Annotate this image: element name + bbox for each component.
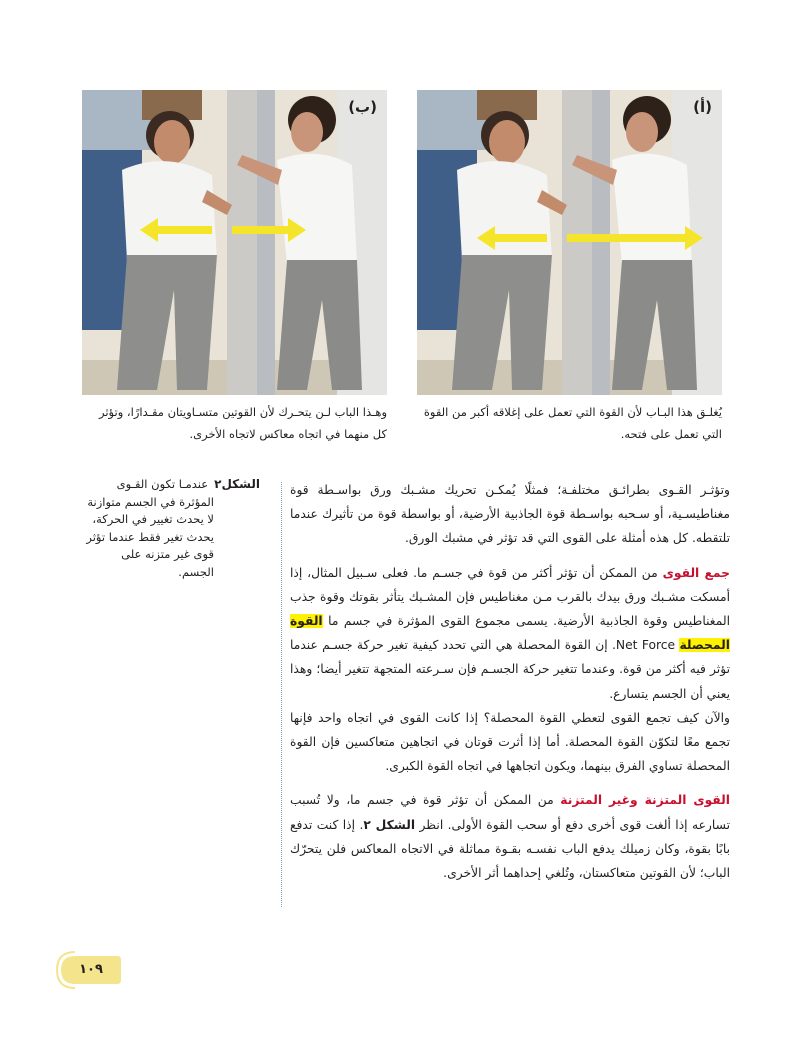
figure-side-note bbox=[82, 476, 260, 581]
caption-a: يُغلـق هذا البـاب لأن القوة التي تعمل على إغلاقه أكبر من القوة التي تعمل على فتحه. bbox=[423, 405, 722, 441]
heading-combining: جمع القوى bbox=[662, 565, 730, 580]
paragraph-combining bbox=[290, 561, 730, 706]
figure-reference: الشكل ٢ bbox=[363, 817, 416, 832]
caption-b: وهـذا الباب لـن يتحـرك لأن القوتين متسـاويتان مقـدارًا، وتؤثر كل منهما في اتجاه معاكس لاتجاه الأخرى. bbox=[99, 405, 387, 441]
paragraph-balanced bbox=[290, 788, 730, 885]
side-note-label: الشكل٢ bbox=[214, 477, 260, 491]
page-number-tab bbox=[55, 950, 123, 990]
combining-text-1: من الممكن أن تؤثر أكثر من قوة في جسـم ما. فعلى سـبيل المثال، إذا أمسكت مشـبك ورق بيدك بالقرب مـن مغناطيس فإن المشـبك يتأثر بقوتك وقوة جذب المغناطيس وقوة الجاذبية الأرضية. يسمى مجموع القوى المؤثرة في جسم ما bbox=[290, 565, 730, 629]
paragraph-how-combine: والآن كيف تجمع القوى لتعطي القوة المحصلة؟ إذا كانت القوى في اتجاه واحد فإنها تجمع معًا لتكوّن القوة المحصلة. أما إذا أثرت قوتان في اتجاهين متعاكسين فإن القوة المحصلة تساوي الفرق بينهما، ويكون اتجاهها في اتجاه القوة الكبرى. bbox=[290, 710, 730, 774]
column-divider bbox=[281, 482, 282, 907]
photo-b bbox=[82, 90, 387, 395]
page-number: ١٠٩ bbox=[79, 962, 103, 977]
unbalanced-forces-photo bbox=[417, 90, 722, 395]
side-note-text: عندمـا تكون القـوى المؤثرة في الجسم متوازنة لا يحدث تغيير في الحركة، يحدث تغير فقط عندما تؤثر قوى غير متزنه على الجسم. bbox=[86, 477, 214, 579]
paragraph-intro: وتؤثـر القـوى بطرائـق مختلفـة؛ فمثلًا يُمكـن تحريك مشـبك ورق بواسـطة قوة مغناطيسـية، أو سـحبه بواسـطة قوة الجاذبية الأرضية، أو بواسطة قوة من تأثيرك عندما تلتقطه. كل هذه أمثلة على القوى التي قد تؤثر في مشبك الورق. bbox=[290, 483, 730, 546]
balanced-text-1: من الممكن أن تؤثر قوة في جسم ما، ولا تُسبب تسارعه إذا ألغت قوى أخرى دفع أو سحب القوة الأولى. انظر bbox=[290, 793, 730, 832]
heading-balanced: القوى المتزنة وغير المتزنة bbox=[560, 793, 730, 808]
photo-label-a: (أ) bbox=[693, 98, 712, 116]
term-net-force-en: Net Force bbox=[615, 638, 680, 653]
photo-label-b: (ب) bbox=[348, 98, 377, 116]
balanced-text-2: . إذا كنت تدفع بابًا بقوة، وكان زميلك يدفع الباب نفسـه بقـوة مماثلة في الاتجاه المعاكس فلن يتحرّك الباب؛ لأن القوتين متعاكستان، وتُلغي إحداهما أثر الأخرى. bbox=[290, 817, 730, 881]
main-text bbox=[290, 478, 730, 885]
equal-forces-photo bbox=[82, 90, 387, 395]
term-net-force: القوة المحصلة bbox=[290, 614, 730, 653]
photo-a bbox=[417, 90, 722, 395]
combining-text-2: . إن القوة المحصلة هي التي تحدد كيفية تغير حركة جسـم عندما تؤثر فيه أكثر من قوة. وعندما تتغير حركة الجسـم فإن سـرعته المتجهة تتغير أيضا؛ وهذا يعني أن الجسم يتسارع. bbox=[290, 638, 730, 701]
